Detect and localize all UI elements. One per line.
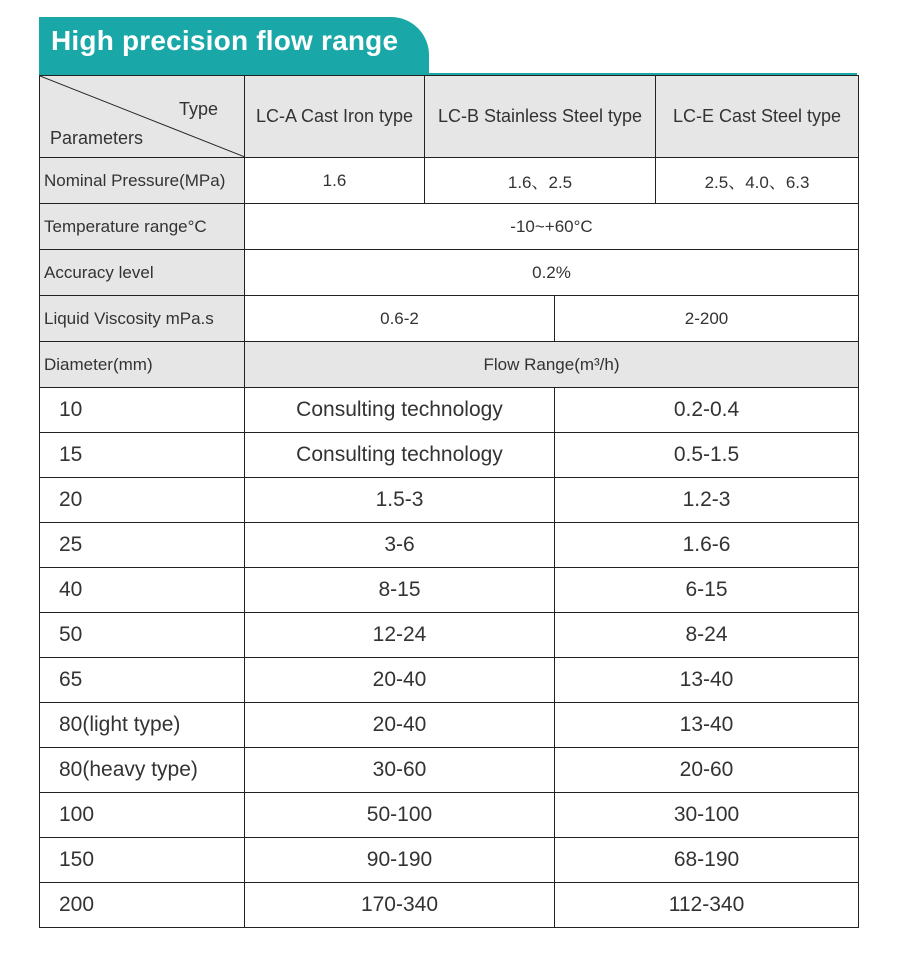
diameter-cell: 15	[40, 433, 245, 478]
diameter-cell: 80(light type)	[40, 703, 245, 748]
diameter-cell: 20	[40, 478, 245, 523]
flow-range-right: 13-40	[555, 658, 859, 703]
flow-range-left: 50-100	[245, 793, 555, 838]
viscosity-label: Liquid Viscosity mPa.s	[40, 296, 245, 342]
flow-range-left: 30-60	[245, 748, 555, 793]
table-row	[40, 793, 859, 838]
table-row	[40, 748, 859, 793]
viscosity-left: 0.6-2	[245, 296, 555, 342]
flow-range-left: 20-40	[245, 703, 555, 748]
diameter-cell: 50	[40, 613, 245, 658]
temperature-label: Temperature range°C	[40, 204, 245, 250]
diameter-cell: 65	[40, 658, 245, 703]
flow-range-left: 1.5-3	[245, 478, 555, 523]
accuracy-label: Accuracy level	[40, 250, 245, 296]
table-row	[40, 883, 859, 928]
type-header-lc-e: LC-E Cast Steel type	[656, 76, 859, 158]
diameter-cell: 25	[40, 523, 245, 568]
accuracy-value: 0.2%	[245, 250, 859, 296]
viscosity-right: 2-200	[555, 296, 859, 342]
diameter-cell: 10	[40, 388, 245, 433]
flow-range-right: 1.6-6	[555, 523, 859, 568]
flow-range-right: 20-60	[555, 748, 859, 793]
flow-range-left: 20-40	[245, 658, 555, 703]
diameter-cell: 40	[40, 568, 245, 613]
table-row	[40, 478, 859, 523]
table-row	[40, 523, 859, 568]
table-row	[40, 388, 859, 433]
corner-parameters-label: Parameters	[50, 128, 144, 148]
flow-range-left: 90-190	[245, 838, 555, 883]
diameter-cell: 100	[40, 793, 245, 838]
nominal-pressure-row	[40, 158, 859, 204]
table-row	[40, 703, 859, 748]
nominal-pressure-label: Nominal Pressure(MPa)	[40, 158, 245, 204]
type-header-lc-b: LC-B Stainless Steel type	[425, 76, 656, 158]
diameter-label: Diameter(mm)	[40, 342, 245, 388]
temperature-value: -10~+60°C	[245, 204, 859, 250]
diameter-cell: 150	[40, 838, 245, 883]
diameter-cell: 200	[40, 883, 245, 928]
header-row	[40, 76, 859, 158]
flow-range-right: 8-24	[555, 613, 859, 658]
viscosity-row	[40, 296, 859, 342]
diameter-cell: 80(heavy type)	[40, 748, 245, 793]
flow-range-left: 3-6	[245, 523, 555, 568]
table-row	[40, 433, 859, 478]
table-row	[40, 568, 859, 613]
flow-range-right: 68-190	[555, 838, 859, 883]
flow-range-right: 6-15	[555, 568, 859, 613]
flow-range-right: 30-100	[555, 793, 859, 838]
corner-cell	[40, 76, 245, 158]
flow-range-right: 1.2-3	[555, 478, 859, 523]
table-row	[40, 658, 859, 703]
page-title: High precision flow range	[51, 25, 399, 56]
nominal-pressure-lc-e: 2.5、4.0、6.3	[656, 158, 859, 204]
table-row	[40, 613, 859, 658]
nominal-pressure-lc-b: 1.6、2.5	[425, 158, 656, 204]
flow-range-left: Consulting technology	[245, 433, 555, 478]
flow-range-table	[39, 75, 859, 928]
nominal-pressure-lc-a: 1.6	[245, 158, 425, 204]
flow-range-right: 112-340	[555, 883, 859, 928]
accuracy-row	[40, 250, 859, 296]
flow-range-right: 0.2-0.4	[555, 388, 859, 433]
flow-range-left: Consulting technology	[245, 388, 555, 433]
flow-range-left: 170-340	[245, 883, 555, 928]
title-tab	[39, 17, 429, 74]
flow-range-header: Flow Range(m³/h)	[245, 342, 859, 388]
table-row	[40, 838, 859, 883]
diameter-header-row	[40, 342, 859, 388]
flow-range-left: 12-24	[245, 613, 555, 658]
flow-range-left: 8-15	[245, 568, 555, 613]
corner-type-label: Type	[179, 99, 219, 119]
temperature-row	[40, 204, 859, 250]
type-header-lc-a: LC-A Cast Iron type	[245, 76, 425, 158]
flow-range-right: 13-40	[555, 703, 859, 748]
flow-range-right: 0.5-1.5	[555, 433, 859, 478]
